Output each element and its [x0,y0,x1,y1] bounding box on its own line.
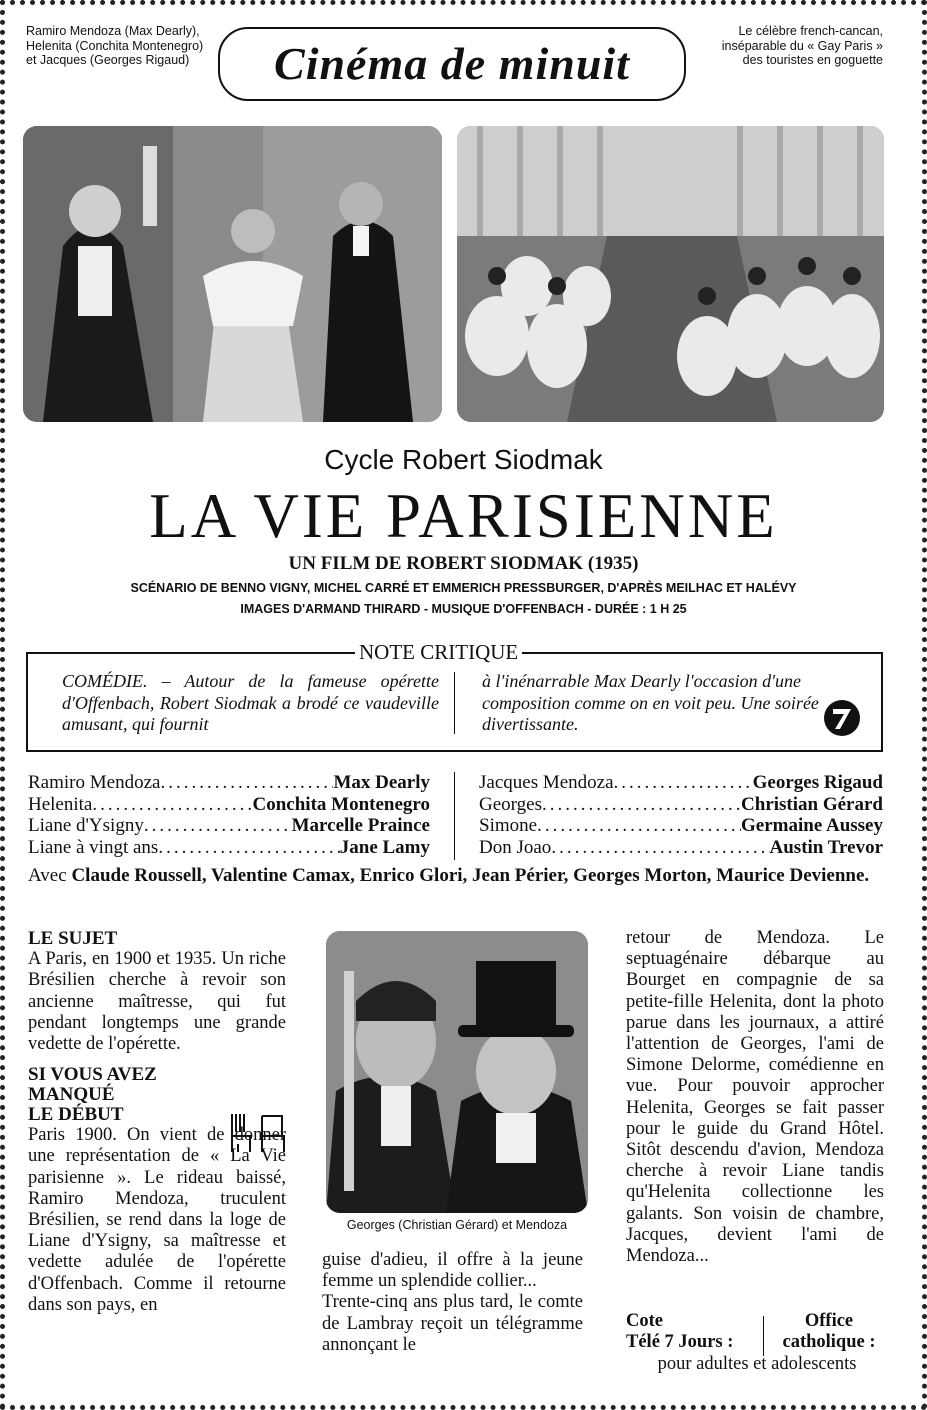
note-text-col1: COMÉDIE. – Autour de la fameuse opérette d'Offenbach, Robert Siodmak a brodé ce vaudeville amusant, qui fournit [62,671,439,734]
photo-french-cancan [457,126,884,422]
dot-leader [542,794,741,816]
cast-role: Liane d'Ysigny [28,815,144,836]
photo-salon-scene [23,126,442,422]
photo-salon-image [23,126,442,422]
cast-row [479,815,883,837]
rating-block [626,1311,884,1353]
credits-line-1: SCÉNARIO DE BENNO VIGNY, MICHEL CARRÉ ET EMMERICH PRESSBURGER, D'APRÈS MEILHAC ET HALÉVY [130,581,797,595]
cote-label-2: Télé 7 Jours : [626,1332,734,1352]
dot-leader [537,815,741,837]
dot-leader [160,772,333,794]
article-col-2 [322,1250,583,1356]
manque-heading-2: MANQUÉ [28,1084,115,1106]
office-label-2: catholique : [782,1332,876,1352]
with-cast [28,865,883,887]
caption-photo-bottom: Georges (Christian Gérard) et Mendoza [346,1218,568,1232]
cast-actor: Austin Trevor [769,836,883,858]
dot-leader [158,837,339,859]
cast-actor: Christian Gérard [741,793,883,815]
cast-role: Jacques Mendoza [479,772,614,793]
cast-actor: Marcelle Praince [291,815,430,836]
rating-row-1 [626,1311,884,1332]
cast-divider [454,772,455,860]
note-critique-label: NOTE CRITIQUE [355,640,522,665]
sujet-heading: LE SUJET [28,928,118,949]
cast-row [28,815,430,837]
manque-heading-1: SI VOUS AVEZ [28,1064,157,1086]
rating-divider [763,1316,764,1356]
cast-list-right [479,772,883,858]
tele7-logo-icon [822,698,862,738]
cast-actor: Germaine Aussey [741,815,883,836]
cast-role: Liane à vingt ans [28,836,159,858]
photo-georges-mendoza [326,931,588,1213]
col2-text: guise d'adieu, il offre à la jeune femme un splendide collier... [322,1250,583,1292]
col1-text: Paris 1900. On vient de donner une représentation de « La Vie parisienne ». Le rideau baissé, Ramiro Mendoza, truculent Brésilien, se rend dans la loge de Liane d'Ysigny, sa maîtresse et vedette adulée de l'opérette d'Offenbach. Comme il retourne dans son pays, en [28,1125,286,1315]
cast-row [28,837,430,859]
dot-leader [144,815,292,837]
dot-leader [551,837,769,859]
rubric-title: Cinéma de minuit [274,38,630,89]
note-divider [454,672,455,734]
dot-leader [92,794,252,816]
cast-actor: Conchita Montenegro [252,793,430,815]
sujet-text: A Paris, en 1900 et 1935. Un riche Brésilien cherche à revoir son ancienne maîtresse, qui fut pendant longtemps une grande vedette de l'opérette. [28,949,286,1055]
credits-line-2: IMAGES D'ARMAND THIRARD - MUSIQUE D'OFFENBACH - DURÉE : 1 H 25 [240,602,687,616]
col2-text-b: Trente-cinq ans plus tard, le comte de Lambray reçoit un télégramme annonçant le [322,1292,583,1355]
cast-actor: Max Dearly [333,772,430,793]
photo-cancan-image [457,126,884,422]
film-title: LA VIE PARISIENNE [149,481,778,551]
photo-georges-mendoza-image [326,931,588,1213]
with-names: Claude Roussell, Valentine Camax, Enrico Glori, Jean Périer, Georges Morton, Maurice Devienne. [71,865,870,886]
cast-row [479,772,883,794]
chairs-icon [226,1110,288,1154]
office-label-1: Office [804,1311,854,1331]
note-text-col2: à l'inénarrable Max Dearly l'occasion d'une composition comme on en voit peu. Une soirée divertissante. [482,671,819,734]
caption-top-right: Le célèbre french-cancan, inséparable du « Gay Paris » des touristes en goguette [721,24,883,67]
caption-top-left: Ramiro Mendoza (Max Dearly), Helenita (Conchita Montenegro) et Jacques (Georges Rigaud) [26,24,204,67]
cast-row [479,837,883,859]
cast-row [28,794,430,816]
cast-role: Simone [479,815,538,836]
cast-role: Ramiro Mendoza [28,772,161,793]
article-col-3: retour de Mendoza. Le septuagénaire débarque au Bourget en compagnie de sa petite-fille Helenita, dont la photo parue dans les journaux, a attiré l'attention de Georges, l'ami de Simone Delorme, comédienne en vue. Pour pouvoir approcher Helenita, Georges se fait passer pour le guide du Grand Hôtel. Sitôt descendu d'avion, Mendoza cherche à revoir Liane tandis qu'Helenita collectionne les galants. Son voisin de chambre, Jacques, devient l'ami de Mendoza... [626,928,884,1267]
dot-leader [614,772,753,794]
rubric-header [218,27,686,101]
cote-label-1: Cote [626,1311,663,1331]
manque-heading-3: LE DÉBUT [28,1104,124,1126]
cast-actor: Georges Rigaud [752,772,883,793]
cast-role: Helenita [28,793,93,815]
rating-row-2 [626,1332,884,1353]
cast-actor: Jane Lamy [339,836,430,858]
cast-row [479,794,883,816]
cast-list-left [28,772,430,858]
cast-role: Georges [479,793,542,815]
with-label: Avec [28,865,67,886]
cast-row [28,772,430,794]
cycle-heading: Cycle Robert Siodmak [324,444,603,475]
cast-role: Don Joao [479,836,552,858]
film-subtitle: UN FILM DE ROBERT SIODMAK (1935) [288,553,639,574]
rating-audience: pour adultes et adolescents [657,1354,857,1374]
